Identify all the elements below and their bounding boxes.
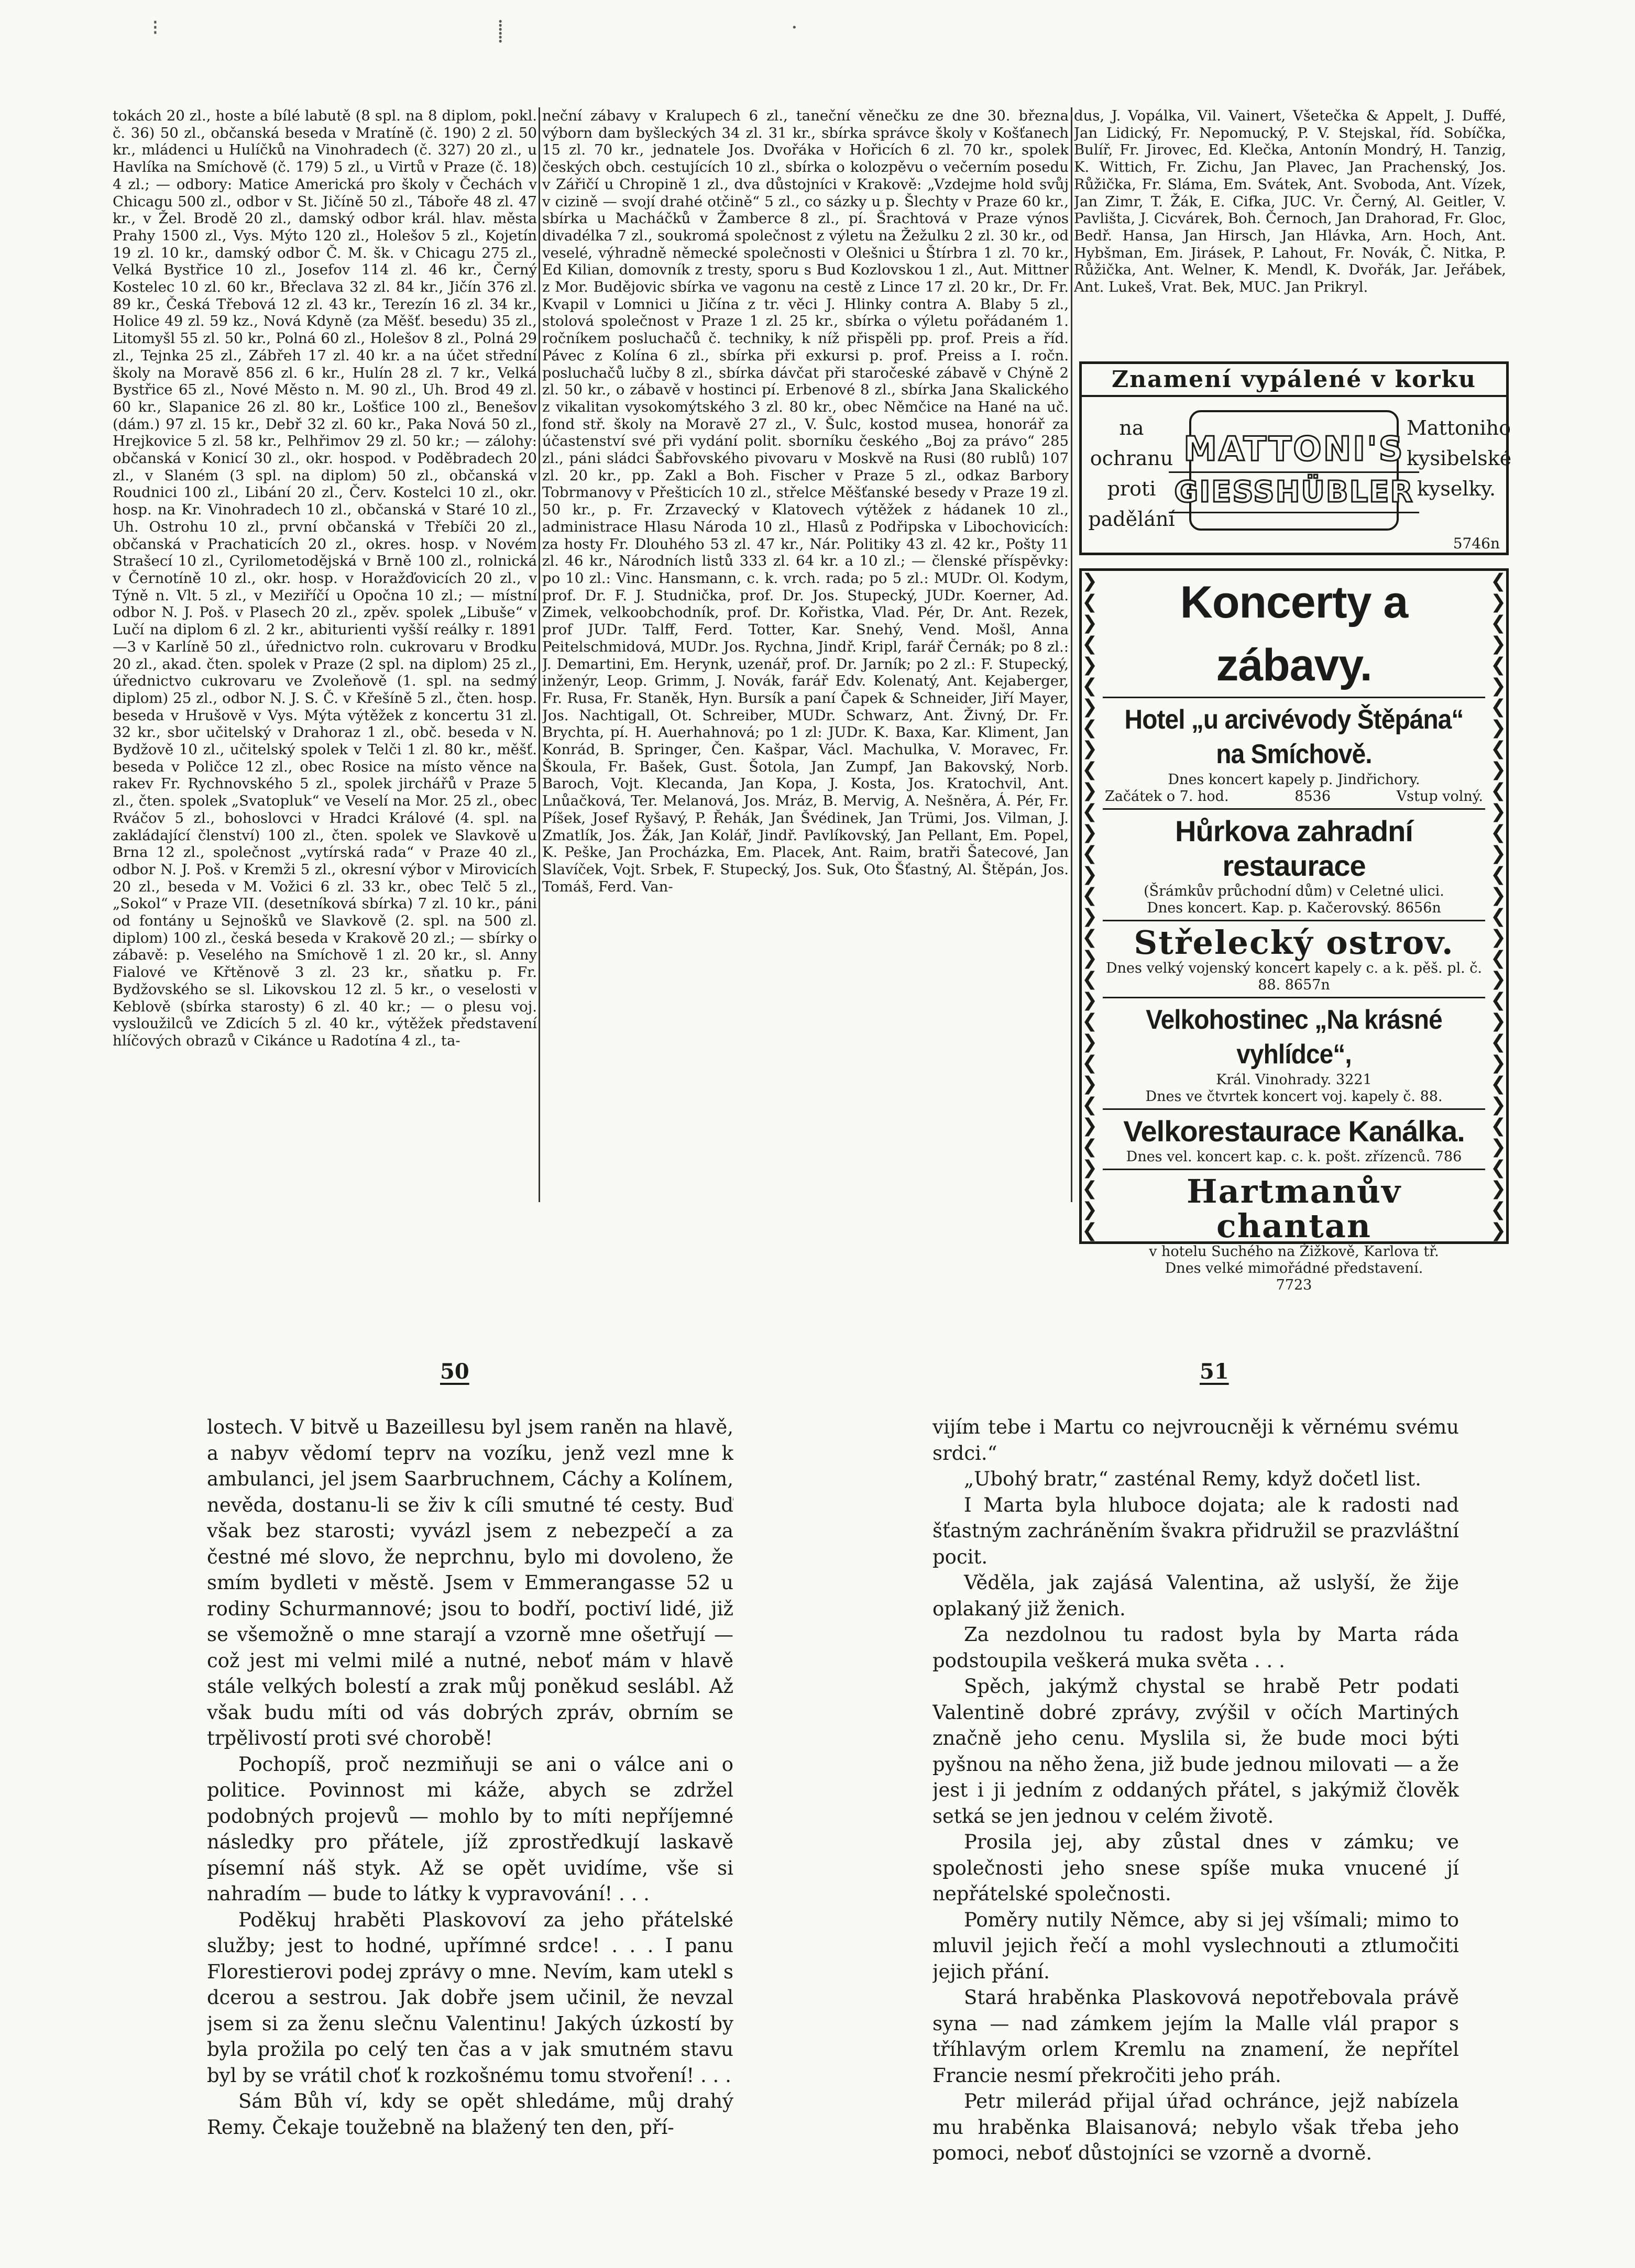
mattoni-advertisement bbox=[1079, 361, 1512, 555]
start-time: Začátek o 7. hod. bbox=[1105, 788, 1229, 805]
donation-column-1 bbox=[113, 107, 537, 1207]
novel-paragraph: Pochopíš, proč nezmiňuji se ani o válce ani o politice. Povinnost mi káže, abych se zdržel podobných projevů — mohlo by to míti nepříjemné následky pro přátele, jíž zprostředkují laskavě písemní náš styk. Až se opět uvidíme, vše si nahradím — bude to látky k vypravování! . . . bbox=[207, 1753, 733, 1905]
giesshubler-brand: GIESSHÜBLER bbox=[1169, 471, 1419, 513]
top-mark: ⁝ bbox=[152, 16, 159, 40]
entry-info: Vstup volný. bbox=[1396, 788, 1483, 805]
mattoni-left-line: na ochranu bbox=[1090, 416, 1173, 470]
ornament-border-right: ❮ ❯ ❮ ❯ ❮ ❯ ❮ ❯ ❮ ❯ ❮ ❯ ❮ ❯ ❮ ❯ ❮ ❯ ❮ ❯ ❮ ❯ ❮ ❯ ❮ ❯ ❮ ❯ ❮ ❯ ❮ ❯ bbox=[1490, 571, 1506, 1241]
donation-column-3 bbox=[1074, 107, 1506, 359]
venue-name: Hartmanův chantan bbox=[1186, 1172, 1401, 1245]
column-text: tokách 20 zl., hoste a bílé labutě (8 spl. na 8 diplom, pokl. č. 36) 50 zl., občanská beseda v Mratíně (č. 190) 2 zl. 50 kr., mládenci u Hulíčků na Vinohradech (č. 327) 20 zl., u Havlíka na Smíchově (č. 179) 5 zl., u Virtů v Praze (č. 18) 4 zl.; — odbory: Matice Americká pro školy v Čechách v Chicagu 500 zl., odbor v St. Jičíně 50 zl., Táboře 48 zl. 47 kr., v Žel. Brodě 20 zl., damský odbor král. hlav. města Prahy 1500 zl., Vys. Mýto 120 zl., Holešov 5 zl., Kojetín 19 zl. 10 kr., damský odbor Č. M. šk. v Chicagu 275 zl., Velká Bystřice 10 zl., Josefov 114 zl. 46 kr., Černý Kostelec 10 zl. 60 kr., Břeclava 32 zl. 84 kr., Jičín 376 zl. 89 kr., Česká Třebová 12 zl. 43 kr., Terezín 16 zl. 34 kr., Holice 49 zl. 59 kz., Nová Kdyně (za Měšť. besedu) 35 zl., Litomyšl 55 zl. 50 kr., Polná 60 zl., Holešov 8 zl., Polná 29 zl., Tejnka 25 zl., Zábřeh 17 zl. 40 kr. a na účet střední školy na Moravě 856 zl. 6 kr., Hulín 28 zl. 7 kr., Velká Bystřice 65 zl., Nové Město n. M. 90 zl., Uh. Brod 49 zl. 60 kr., Slapanice 26 zl. 80 kr., Lošťice 100 zl., Benešov (dám.) 97 zl. 15 kr., Debř 32 zl. 60 kr., Paka Nová 50 zl., Hrejkovice 5 zl. 58 kr., Pelhřimov 29 zl. 50 kr.; — zálohy: občanská v Konicí 30 zl., okr. hospod. v Poděbradech 20 zl., v Slaném (3 spl. na diplom) 50 zl., občanská v Roudnici 100 zl., Libání 20 zl., Červ. Kostelci 10 zl., okr. hosp. na Kr. Vinohradech 10 zl., občanská v Staré 10 zl., Uh. Ostrohu 10 zl., první občanská v Třebíči 20 zl., občanská v Prachaticích 20 zl., okres. hosp. v Novém Strašecí 10 zl., Cyrilometodějská v Brně 100 zl., rolnická v Černotíně 10 zl., okr. hosp. v Horažďovicích 20 zl., v Týně n. Vlt. 5 zl., v Meziříčí u Opočna 10 zl.; — místní odbor N. J. Poš. v Plasech 20 zl., zpěv. spolek „Libuše“ v Lučí na diplom 6 zl. 2 kr., abiturienti vyšší reálky r. 1891—3 v Karlíně 50 zl., úřednictvo roln. cukrovaru v Brodku 20 zl., akad. čten. spolek v Praze (2 spl. na diplom) 25 zl., úřednictvo cukrovaru ve Zvoleňově (1. spl. na sedmý diplom) 25 zl., odbor N. J. S. Č. v Křešíně 5 zl., čten. hosp. beseda v Hrušově v Vys. Mýta výtěžek z koncertu 31 zl. 32 kr., sbor učitelský v Drahoraz 1 zl., obč. beseda v N. Bydžově 10 zl., učitelský spolek v Telči 1 zl. 80 kr., měšť. beseda v Poličce 12 zl., obec Rosice na místo věnce na rakev Fr. Rychnovského 5 zl., spolek jirchářů v Praze 5 zl., čten. spolek „Svatopluk“ ve Veselí na Mor. 25 zl., obec Rváčov 5 zl., bohoslovci v Hradci Králové (4. spl. na zakládající členství) 100 zl., čten. spolek ve Slavkově u Brna 12 zl., společnost „vytírská rada“ v Praze 40 zl., odbor N. J. Poš. v Kremži 5 zl., okresní výbor v Mirovicích 20 zl., beseda v M. Vožici 6 zl. 33 kr., obec Telč 5 zl., „Sokol“ v Praze VII. (desetníková sbírka) 7 zl. 10 kr., páni od fontány u Sejnošků ve Slavkově (2. spl. na 500 zl. diplom) 100 zl., česká beseda v Krakově 20 zl.; — sbírky o zábavě: p. Veselého na Smíchově 1 zl. 20 kr., sl. Anny Fialové ve Křtěnově 3 zl. 23 kr., sňatku p. Fr. Bydžovského se sl. Likovskou 12 zl. 5 kr., o veselosti v Keblově (sbírka starosty) 6 zl. 40 kr.; — o plesu voj. vysloužilců ve Zdicích 5 zl. 40 kr., výtěžek představení hlíčových obrazů v Cikánce u Radotína 4 zl., ta- bbox=[113, 107, 537, 1049]
concert-listing bbox=[1103, 998, 1485, 1110]
venue-detail: Dnes koncert kapely p. Jindřichory. bbox=[1168, 772, 1420, 788]
mattoni-left-line: padělání bbox=[1088, 508, 1175, 531]
venue-name: Střelecký ostrov. bbox=[1134, 923, 1454, 962]
mattoni-left-line: proti bbox=[1107, 477, 1156, 500]
top-mark: ⸽ bbox=[498, 19, 503, 43]
concert-listing bbox=[1103, 921, 1485, 998]
venue-name: Velkorestaurace Kanálka. bbox=[1123, 1115, 1465, 1148]
venue-detail: Dnes ve čtvrtek koncert voj. kapely č. 88. bbox=[1145, 1088, 1443, 1105]
novel-page-left bbox=[207, 1414, 733, 2174]
venue-name: Velkohostinec „Na krásné vyhlídce“, bbox=[1146, 1005, 1442, 1070]
mattoni-headline: Znamení vypálené v korku bbox=[1082, 364, 1506, 397]
novel-page-right bbox=[932, 1414, 1459, 2174]
novel-paragraph: Stará hraběnka Plaskovová nepotřebovala právě syna — nad zámkem jejím la Malle vlál prapor s tříhlavým orlem Kremlu na znamení, že nepřítel Francie nesmí překročiti jeho práh. bbox=[932, 1986, 1459, 2087]
novel-paragraph: „Ubohý bratr,“ zasténal Remy, když dočetl list. bbox=[964, 1468, 1421, 1490]
novel-paragraph: Věděla, jak zajásá Valentina, až uslyší, že žije oplakaný již ženich. bbox=[932, 1571, 1459, 1620]
mattoni-left-text bbox=[1082, 413, 1181, 534]
mattoni-right-text bbox=[1407, 413, 1512, 504]
novel-paragraph: vijím tebe i Martu co nejvroucněji k věrnému svému srdci.“ bbox=[932, 1416, 1459, 1465]
ad-code: 8536 bbox=[1294, 788, 1331, 805]
ad-code: 7723 bbox=[1276, 1277, 1312, 1293]
venue-detail: v hotelu Suchého na Žižkově, Karlova tř. bbox=[1149, 1243, 1439, 1260]
mattoni-cork-stamp bbox=[1174, 410, 1414, 531]
column-divider bbox=[1071, 107, 1072, 1202]
column-text: neční zábavy v Kralupech 6 zl., taneční věnečku ze dne 30. března výborn dam byšleckých 34 zl. 31 kr., sbírka správce školy v Košťanech 15 zl. 70 kr., jednatele Jos. Dvořáka v Hořicích 6 zl. 70 kr., spolek českých obch. cestujících 10 zl., sbírka o kolozpěvu o večerním posedu v Zářičí u Chropině 1 zl., dva důstojníci v Krakově: „Vzdejme hold svůj v cizině — svojí drahé otčině“ 5 zl., co sázky u p. Šlechty v Praze 60 kr., sbírka u Macháčků v Žamberce 8 zl., pí. Šrachtová v Praze výnos divadélka 7 zl., soukromá společnost z výletu na Žežulku 2 zl. 30 kr., od veselé, výhradně německé společnosti v Olešnici u Štírbra 1 zl. 70 kr., Ed Kilian, domovník z tresty, sporu s Bud Kozlovskou 1 zl., Aut. Mittner z Mor. Budějovic sbírka ve vagonu na cestě z Lince 17 zl. 20 kr., Dr. Fr. Kvapil v Lomnici u Jičína z tr. věci J. Hlinky contra A. Blaby 5 zl., stolová společnost v Praze 1 zl. 25 kr., sbírka o výletu pořádaném 1. ročníkem posluchačů č. techniky, k níž přispěli pp. prof. Preis a říd. Pávec z Kolína 6 zl., sbírka při exkursi p. prof. Preiss a I. ročn. posluchačů lučby 8 zl., sbírka dávčat při staročeské zábavě v Chýně 2 zl. 50 kr., o zábavě v hostinci pí. Erbenové 8 zl., sbírka Jana Skalického z vikalitan vysokomýtského 3 zl. 80 kr., obec Němčice na Hané na uč. fond stř. školy na Moravě 27 zl., V. Šulc, kostod musea, honorář za účastenství své při vydání polit. sborníku českého „Boj za právo“ 285 zl., páni sládci Šabřovského pivovaru v Moskvě na Rusi (80 rublů) 107 zl. 20 kr., pp. Zakl a Boh. Fischer v Praze 5 zl., odkaz Barbory Tobrmanovy v Přešticích 10 zl., střelce Měšťanské besedy v Praze 19 zl. 50 kr., p. Fr. Zrzavecký v Klatovech výtěžek z hádanek 10 zl., administrace Hlasu Národa 10 zl., Hlasů z Podřipska v Libochovicích: za hosty Fr. Dlouhého 53 zl. 47 kr., Nár. Politiky 43 zl. 42 kr., Pošty 11 zl. 46 kr., Národních listů 333 zl. 64 kr. a 10 zl.; — členské příspěvky: po 10 zl.: Vinc. Hansmann, c. k. vrch. rada; po 5 zl.: MUDr. Ol. Kodym, prof. Dr. F. J. Studnička, prof. Dr. Jos. Stupecký, JUDr. Koerner, Ad. Zimek, velkoobchodník, prof. Dr. Kořistka, Vlad. Pér, Dr. Ant. Rezek, prof JUDr. Talff, Ferd. Totter, Kar. Snehý, Vend. Mošl, Anna Peitelschmidová, MUDr. Jos. Rychna, Jindř. Kripl, farář Černák; po 8 zl.: J. Demartini, Em. Herynk, uzenář, prof. Dr. Jarník; po 2 zl.: F. Stupecký, inženýr, Leop. Grimm, J. Novák, farář Edv. Kolenatý, Ant. Kejaberger, Fr. Rusa, Fr. Staněk, Hyn. Bursík a paní Čapek & Schneider, Jiří Mayer, Jos. Nachtigall, Ot. Schreiber, MUDr. Schwarz, Ant. Živný, Dr. Fr. Brychta, pí. H. Auerhahnová; po 1 zl: JUDr. K. Baxa, Kar. Kliment, Jan Konrád, B. Springer, Čen. Kašpar, Václ. Machulka, V. Moravec, Fr. Škoula, Fr. Bašek, Gust. Šotola, Jan Zumpf, Jan Bakovský, Norb. Baroch, Vojt. Klecanda, Jan Kopa, J. Kosta, Jos. Kratochvil, Ant. Lnůačková, Ter. Melanová, Jos. Mráz, B. Mervig, A. Nešněra, Á. Pér, Fr. Píšek, Josef Ryšavý, P. Řehák, Jan Švédinek, Jan Trümi, Jos. Vilman, J. Zmatlík, Jos. Žák, Jan Kolář, Jindř. Pavlíkovský, Jan Pellant, Em. Popel, K. Peške, Jan Procházka, Em. Placek, Ant. Raim, bratři Šatecové, Jan Slavíček, Vojt. Srbek, F. Stupecký, Jos. Suk, Oto Šťastný, Al. Štěpán, Jos. Tomáš, Ferd. Van- bbox=[542, 107, 1069, 895]
venue-name: Hotel „u arcivévody Štěpána“ na Smíchově. bbox=[1124, 704, 1464, 769]
novel-paragraph: I Marta byla hluboce dojata; ale k radosti nad šťastným zachráněním švakra přidružil se prazvláštní pocit. bbox=[932, 1493, 1459, 1568]
novel-paragraph: Sám Bůh ví, kdy se opět shledáme, můj drahý Remy. Čekaje toužebně na blažený ten den, pří- bbox=[207, 2090, 733, 2139]
novel-paragraph: Petr milerád přijal úřad ochránce, jejž nabízela mu hraběnka Blaisanová; nebylo však třeba jeho pomoci, neboť důstojníci se vzorně a dvorně. bbox=[932, 2090, 1459, 2164]
concert-listing bbox=[1103, 1110, 1485, 1170]
concerts-advertisement bbox=[1079, 568, 1509, 1293]
concert-listing bbox=[1103, 698, 1485, 810]
page-number-left: 50 bbox=[440, 1359, 469, 1384]
novel-paragraph: Spěch, jakýmž chystal se hrabě Petr podati Valentině dobré zprávy, zvýšil v očích Martiných značně jeho cenu. Myslila si, že bude moci býti pyšnou na něho žena, již bude jednou milovati — a že jest i ji jedním z oddaných přátel, s jakýmiž člověk setká se jen jednou v celém životě. bbox=[932, 1675, 1459, 1827]
mattoni-right-line: kysibelské bbox=[1407, 447, 1512, 470]
column-text: dus, J. Vopálka, Vil. Vainert, Všetečka & Appelt, J. Duffé, Jan Lidický, Fr. Nepomucký, P. V. Stejskal, říd. Sobíčka, Bulíř, Fr. Jirovec, Ed. Klečka, Antonín Mondrý, H. Tanzig, K. Wittich, Fr. Zichu, Jan Plavec, Jan Prachenský, Jos. Růžička, Fr. Sláma, Em. Svátek, Ant. Svoboda, Ant. Vízek, Jan Zimr, T. Žák, E. Cifka, JUC. Vr. Černý, Al. Geitler, V. Pavlišta, J. Cicvárek, Boh. Černoch, Jan Drahorad, Fr. Gloc, Bedř. Hansa, Jan Hirsch, Jan Hlávka, Arn. Hoch, Ant. Hybšman, Em. Jirásek, P. Lahout, Fr. Novák, Č. Nitka, P. Růžička, Ant. Welner, K. Mendl, K. Dvořák, Jar. Jeřábek, Ant. Lukeš, Vrat. Bek, MUC. Jan Prikryl. bbox=[1074, 107, 1506, 296]
novel-paragraph: Poměry nutily Němce, aby si jej všímali; mimo to mluvil jejich řečí a mohl vyslechnouti a ztlumočiti jejich přání. bbox=[932, 1908, 1459, 1983]
novel-paragraph: Za nezdolnou tu radost byla by Marta ráda podstoupila veškerá muka světa . . . bbox=[932, 1623, 1459, 1672]
top-margin-marks bbox=[136, 16, 1551, 47]
page-number-right: 51 bbox=[1200, 1359, 1229, 1384]
novel-paragraph: lostech. V bitvě u Bazeillesu byl jsem raněn na hlavě, a nabyv vědomí teprv na vozíku, jenž vezl mne k ambulanci, jel jsem Saarbruchnem, Cáchy a Kolínem, nevěda, dostanu-li se živ k cíli smutné té cesty. Buď však bez starosti; vyvázl jsem z nebezpečí a za čestné mé slovo, že neprchnu, bylo mi dovoleno, že smím bydleti v městě. Jsem v Emmerangasse 52 u rodiny Schurmannové; jsou to bodří, poctiví lidé, již se všemožně o mne starají a vzorně mne ošetřují — což jest mi velmi milé a nutné, neboť mám v hlavě stále velkých bolestí a zrak můj poněkud seslábl. Až však budu míti od vás dobrých zpráv, obrním se trpělivostí proti své chorobě! bbox=[207, 1416, 733, 1749]
venue-name: Hůrkova zahradní restaurace bbox=[1175, 814, 1413, 882]
donation-column-2 bbox=[542, 107, 1069, 1207]
column-divider bbox=[539, 107, 540, 1202]
venue-detail: Dnes velké mimořádné představení. bbox=[1165, 1260, 1423, 1276]
venue-detail: Král. Vinohrady. 3221 bbox=[1216, 1072, 1372, 1088]
ad-code: 5746n bbox=[1453, 535, 1500, 552]
novel-paragraph: Poděkuj hraběti Plaskovoví za jeho přátelské služby; jest to hodné, upřímné srdce! . . . I panu Florestierovi podej zprávy o mne. Nevím, kam utekl s dcerou a sestrou. Jak dobře jsem učinil, že nevzal jsem si za ženu slečnu Valentinu! Jakých úzkostí by byla prožila po celý ten čas a v jak smutném stavu byl by se vrátil choť k rozkošnému tomu stvoření! . . . bbox=[207, 1908, 733, 2087]
concert-listing bbox=[1103, 1170, 1485, 1297]
mattoni-brand: MATTONI'S bbox=[1183, 430, 1404, 469]
venue-detail-row bbox=[1105, 788, 1483, 805]
venue-detail: (Šrámkův průchodní dům) v Celetné ulici. bbox=[1144, 883, 1444, 899]
novel-paragraph: Prosila jej, aby zůstal dnes v zámku; ve společnosti jeho snese spíše muka vnucené jí nepřátelské společnosti. bbox=[932, 1831, 1459, 1905]
mattoni-right-line: Mattoniho bbox=[1407, 416, 1511, 439]
concerts-title: Koncerty a zábavy. bbox=[1103, 571, 1485, 698]
top-mark: · bbox=[791, 16, 798, 40]
venue-detail: Dnes velký vojenský koncert kapely c. a k. pěš. pl. č. 88. 8657n bbox=[1105, 960, 1483, 993]
venue-detail: Dnes vel. koncert kap. c. k. pošt. zřízenců. 786 bbox=[1126, 1149, 1462, 1165]
ornament-border-left: ❯ ❮ ❯ ❮ ❯ ❮ ❯ ❮ ❯ ❮ ❯ ❮ ❯ ❮ ❯ ❮ ❯ ❮ ❯ ❮ ❯ ❮ ❯ ❮ ❯ ❮ ❯ ❮ ❯ ❮ ❯ ❮ bbox=[1082, 571, 1098, 1241]
venue-detail: Dnes koncert. Kap. p. Kačerovský. 8656n bbox=[1147, 900, 1441, 916]
mattoni-right-line: kyselky. bbox=[1417, 477, 1496, 500]
concert-listing bbox=[1103, 810, 1485, 921]
